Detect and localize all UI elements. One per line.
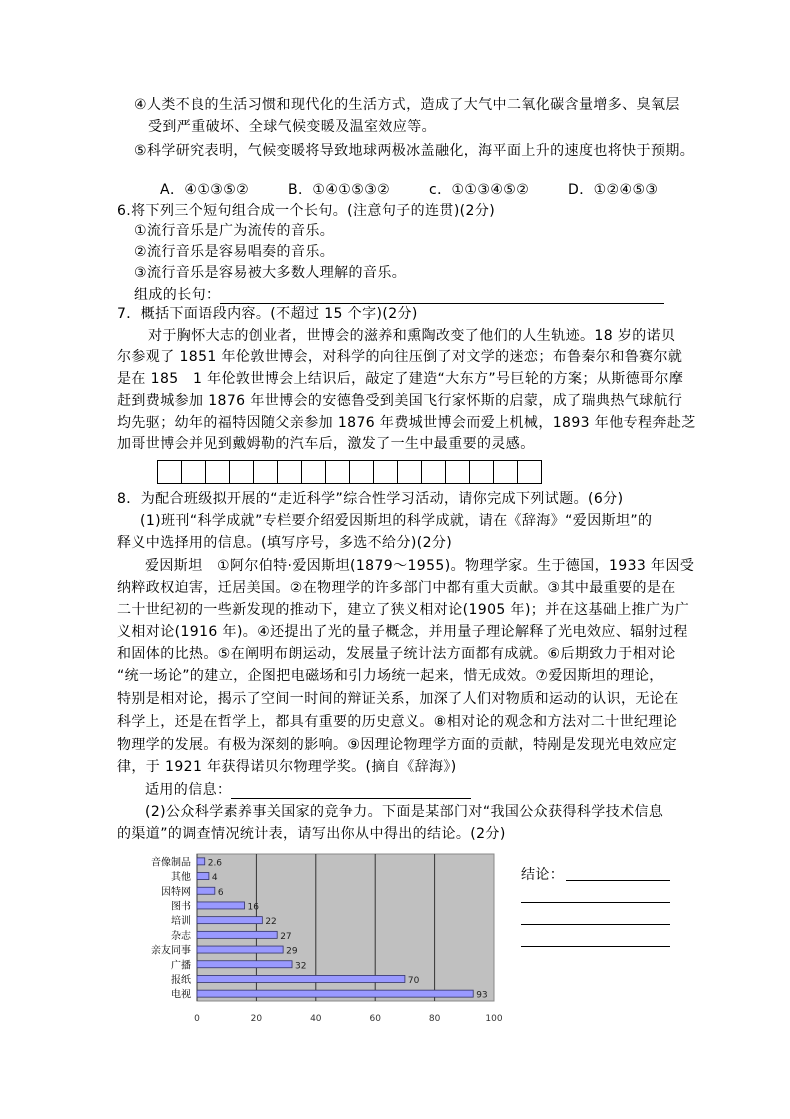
value-label: 6 [217,887,224,898]
q7-paragraph-line: 均先驱；幼年的福特因随父亲参加 1876 年费城世博会而爱上机械，1893 年他专程奔赴芝 [117,415,696,431]
q8-entry-line: 科学上，还是在哲学上，都具有重要的历史意义。⑧相对论的观念和方法对二十世纪理论 [117,714,678,730]
category-label: 因特网 [161,886,191,898]
q8-title: 8．为配合班级拟开展的“走近科学”综合性学习活动，请你完成下列试题。(6分) [117,491,624,507]
q7-paragraph-line: 对于胸怀大志的创业者，世博会的滋养和熏陶改变了他们的人生轨迹。18 岁的诺贝 [148,328,676,344]
answer-box[interactable] [206,461,230,483]
q8-entry-line: 特别是相对论，揭示了空间一时间的辩证关系，加深了人们对物质和运动的认识，无论在 [117,691,679,707]
bar [197,887,215,894]
option-a: A．④①③⑤② [160,182,250,198]
category-label: 图书 [171,901,191,913]
answer-box[interactable] [302,461,326,483]
category-label: 电视 [171,989,191,1001]
q8-part2-line1: (2)公众科学素养事关国家的竞争力。下面是某部门对“我国公众获得科学技术信息 [145,804,664,820]
q8-entry-line: 律，于 1921 年获得诺贝尔物理学奖。(摘自《辞海》) [117,759,457,775]
answer-box[interactable] [278,461,302,483]
q8-entry-line: 纳粹政权迫害，迁居美国。②在物理学的许多部门中都有重大贡献。③其中最重要的是在 [117,580,676,596]
q8-entry-line: 物理学的发展。有极为深刻的影响。⑨因理论物理学方面的贡献，特剐是发现光电效应定 [117,737,678,753]
x-tick-label: 20 [250,1014,263,1024]
bar [197,917,262,924]
category-label: 亲友同事 [151,945,191,957]
conclusion-blank[interactable] [521,902,670,903]
category-label: 广播 [171,960,191,972]
q5-item5: ⑤科学研究表明，气候变暖将导致地球两极冰盖融化，海平面上升的速度也将快于预期。 [134,143,695,159]
bar [197,858,205,865]
value-label: 22 [265,917,277,928]
category-label: 培训 [171,916,191,928]
answer-box[interactable] [254,461,278,483]
value-label: 2.6 [207,858,223,869]
q7-paragraph-line: 加哥世博会并见到戴姆勒的汽车后，激发了一生中最重要的灵感。 [117,436,535,452]
q7-paragraph-line: 尔参观了 1851 年伦敦世博会，对科学的向往压倒了对文学的迷恋；布鲁秦尔和鲁赛尔就 [117,349,683,365]
q5-options [160,181,692,199]
answer-box[interactable] [158,461,182,483]
q7-paragraph-line: 赶到费城参加 1876 年世博会的安德鲁受到美国飞行家怀斯的启蒙，成了瑞典热气球航行 [117,393,683,409]
q7-paragraph-line: 是在 185 1 年伦敦世博会上结识后，敲定了建造“大东方”号巨轮的方案；从斯德哥尔摩 [117,371,684,387]
q6-title: 6.将下列三个短句组合成一个长句。(注意句子的连贯)(2分) [117,203,496,219]
option-c: c．①①③④⑤② [428,182,530,198]
category-label: 音像制品 [151,857,191,869]
option-b: B．①④①⑤③② [288,182,391,198]
x-tick-label: 0 [194,1014,200,1024]
value-label: 70 [407,975,420,986]
value-label: 29 [286,946,298,957]
answer-box[interactable] [446,461,470,483]
category-label: 杂志 [171,930,191,942]
q6-answer-row [134,286,664,304]
option-d: D．①②④⑤③ [568,182,659,198]
q7-answer-grid[interactable] [157,460,542,484]
q6-answer-blank[interactable] [220,289,664,304]
q8-info-row [145,781,471,799]
category-label: 其他 [171,872,191,884]
bar [197,946,283,953]
answer-box[interactable] [518,461,541,483]
q6-item-2: ②流行音乐是容易唱奏的音乐。 [134,244,335,260]
x-tick-label: 60 [369,1014,381,1024]
x-tick-label: 40 [310,1014,322,1024]
value-label: 27 [280,931,292,942]
bar [197,902,245,909]
q6-item-1: ①流行音乐是广为流传的音乐。 [134,223,335,239]
q8-entry-line: 义相对论(1916 年)。④还提出了光的量子概念，并用量子理论解释了光电效应、辐射过程 [117,624,688,640]
q8-info-label: 适用的信息： [145,782,232,798]
answer-box[interactable] [494,461,518,483]
q8-entry-line: “统一场论”的建立，企图把电磁场和引力场统一起来，惜无成效。⑦爱因斯坦的理论， [117,668,664,684]
bar [197,961,292,968]
answer-box[interactable] [398,461,422,483]
channel-bar-chart [130,846,510,1026]
q8-part2-line2: 的渠道”的调查情况统计表，请写出你从中得出的结论。(2分) [117,826,506,842]
q7-title: 7．概括下面语段内容。(不超过 15 个字)(2分) [117,306,418,322]
answer-box[interactable] [230,461,254,483]
value-label: 32 [295,961,307,972]
q6-item-3: ③流行音乐是容易被大多数人理解的音乐。 [134,265,407,281]
category-label: 报纸 [171,974,191,986]
answer-box[interactable] [422,461,446,483]
answer-box[interactable] [182,461,206,483]
q6-answer-label: 组成的长句： [134,287,221,303]
bar [197,990,473,997]
conclusion-label: 结论： [521,867,565,883]
answer-box[interactable] [350,461,374,483]
conclusion-blank[interactable] [566,880,670,881]
bar [197,931,277,938]
answer-box[interactable] [470,461,494,483]
value-label: 4 [211,873,218,884]
answer-box[interactable] [374,461,398,483]
bar [197,873,209,880]
x-tick-label: 100 [485,1014,503,1024]
value-label: 16 [247,902,259,913]
value-label: 93 [476,990,488,1001]
conclusion-blank[interactable] [521,924,670,925]
q8-entry-line: 和固体的比热。⑤在阐明布朗运动，发展量子统计法方面都有成就。⑥后期致力于相对论 [117,646,676,662]
q8-part1-line1: (1)班刊“科学成就”专栏要介绍爱因斯坦的科学成就，请在《辞海》“爱因斯坦”的 [140,513,653,529]
q5-item4-line1: ④人类不良的生活习惯和现代化的生活方式，造成了大气中二氧化碳含量增多、臭氧层 [134,97,680,113]
q8-entry-line: 爱因斯坦 ①阿尔伯特·爱因斯坦(1879～1955)。物理学家。生于德国，1933 年因受 [145,558,695,574]
q8-info-blank[interactable] [231,784,471,799]
bar [197,975,405,982]
q8-part1-line2: 释义中选择用的信息。(填写序号，多选不给分)(2分) [117,535,453,551]
q8-entry-line: 二十世纪初的一些新发现的推动下，建立了狭义相对论(1905 年)；并在这基础上推广为广 [117,602,690,618]
conclusion-blank[interactable] [521,946,670,947]
answer-box[interactable] [326,461,350,483]
q5-item4-line2: 受到严重破坏、全球气候变暖及温室效应等。 [148,119,436,135]
x-tick-label: 80 [428,1014,441,1024]
